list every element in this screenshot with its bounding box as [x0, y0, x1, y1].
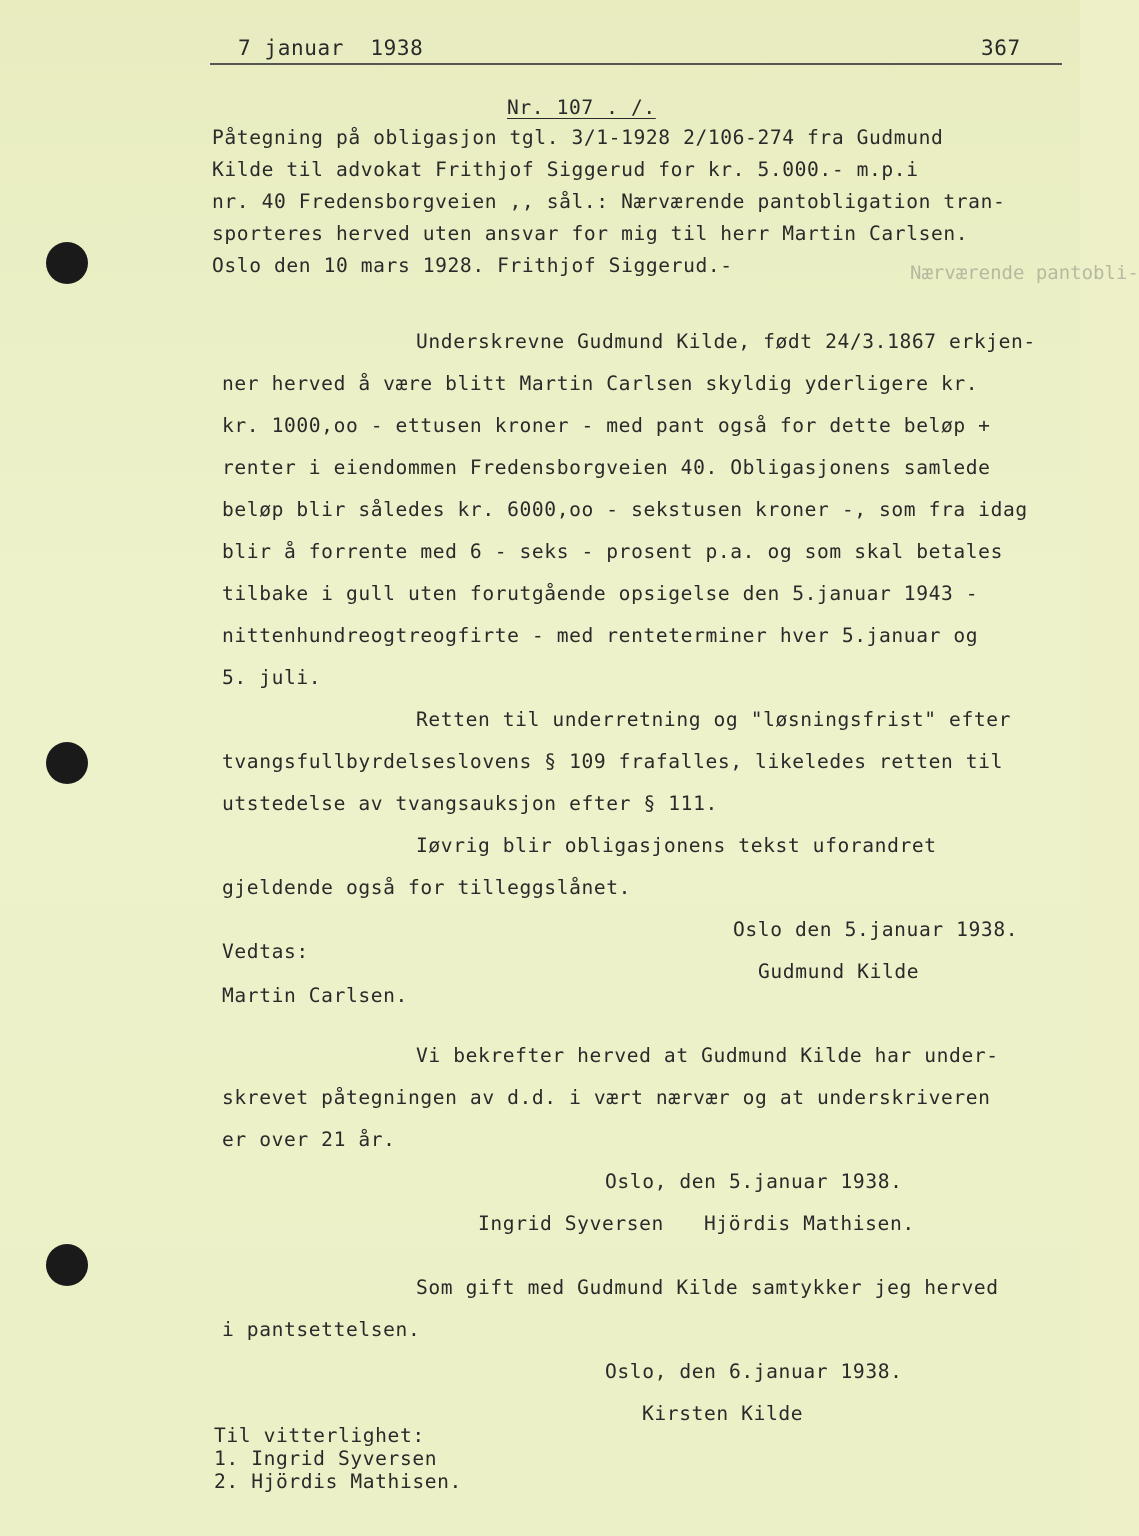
text-line: beløp blir således kr. 6000,oo - sekstusen kroner -, som fra idag [222, 498, 1028, 521]
text-line: Som gift med Gudmund Kilde samtykker jeg herved [416, 1276, 999, 1299]
text-line: kr. 1000,oo - ettusen kroner - med pant også for dette beløp + [222, 414, 991, 437]
text-line: renter i eiendommen Fredensborgveien 40. Obligasjonens samlede [222, 456, 991, 479]
text-line: tvangsfullbyrdelseslovens § 109 frafalles, likeledes retten til [222, 750, 1003, 773]
text-line: Kilde til advokat Frithjof Siggerud for kr. 5.000.- m.p.i [212, 158, 919, 181]
text-line: gjeldende også for tilleggslånet. [222, 876, 632, 899]
text-line: Underskrevne Gudmund Kilde, født 24/3.1867 erkjen- [416, 330, 1036, 353]
text-line: Påtegning på obligasjon tgl. 3/1-1928 2/106-274 fra Gudmund [212, 126, 944, 149]
entry-number: Nr. 107 . /. [507, 96, 656, 119]
text-line: Vi bekrefter herved at Gudmund Kilde har under- [416, 1044, 999, 1067]
text-line: nr. 40 Fredensborgveien ,, sål.: Nærværende pantobligation tran- [212, 190, 1006, 213]
text-line: 5. juli. [222, 666, 322, 689]
signing-place-date: Oslo, den 5.januar 1938. [605, 1170, 903, 1193]
page-number: 367 [981, 36, 1021, 60]
text-line: er over 21 år. [222, 1128, 396, 1151]
text-line: blir å forrente med 6 - seks - prosent p.a. og som skal betales [222, 540, 1003, 563]
bleed-through-text: Nærværende pantobli- [910, 262, 1139, 284]
text-line: ner herved å være blitt Martin Carlsen skyldig yderligere kr. [222, 372, 979, 395]
punch-hole [46, 1244, 88, 1286]
punch-hole [46, 242, 88, 284]
header-rule [210, 63, 1062, 65]
text-line: Retten til underretning og "løsningsfrist" efter [416, 708, 1012, 731]
witness-heading: Til vitterlighet: [214, 1424, 425, 1447]
punch-hole [46, 742, 88, 784]
accepted-name: Martin Carlsen. [222, 984, 408, 1007]
text-line: tilbake i gull uten forutgående opsigelse den 5.januar 1943 - [222, 582, 979, 605]
text-line: skrevet påtegningen av d.d. i vært nærvær og at underskriveren [222, 1086, 991, 1109]
witness-list-item: 2. Hjördis Mathisen. [214, 1470, 462, 1493]
accepted-label: Vedtas: [222, 940, 309, 963]
text-line: utstedelse av tvangsauksjon efter § 111. [222, 792, 718, 815]
text-line: Oslo den 10 mars 1928. Frithjof Siggerud.- [212, 254, 733, 277]
text-line: nittenhundreogtreogfirte - med renteterminer hver 5.januar og [222, 624, 979, 647]
signing-place-date: Oslo den 5.januar 1938. [733, 918, 1019, 941]
text-line: sporteres herved uten ansvar for mig til herr Martin Carlsen. [212, 222, 969, 245]
witness-name: Ingrid Syversen [478, 1212, 664, 1235]
text-line: Iøvrig blir obligasjonens tekst uforandret [416, 834, 937, 857]
signatory-name: Kirsten Kilde [642, 1402, 804, 1425]
text-line: i pantsettelsen. [222, 1318, 421, 1341]
witness-name: Hjördis Mathisen. [704, 1212, 915, 1235]
header-date: 7 januar 1938 [238, 36, 424, 60]
witness-list-item: 1. Ingrid Syversen [214, 1447, 438, 1470]
signing-place-date: Oslo, den 6.januar 1938. [605, 1360, 903, 1383]
signatory-name: Gudmund Kilde [758, 960, 920, 983]
